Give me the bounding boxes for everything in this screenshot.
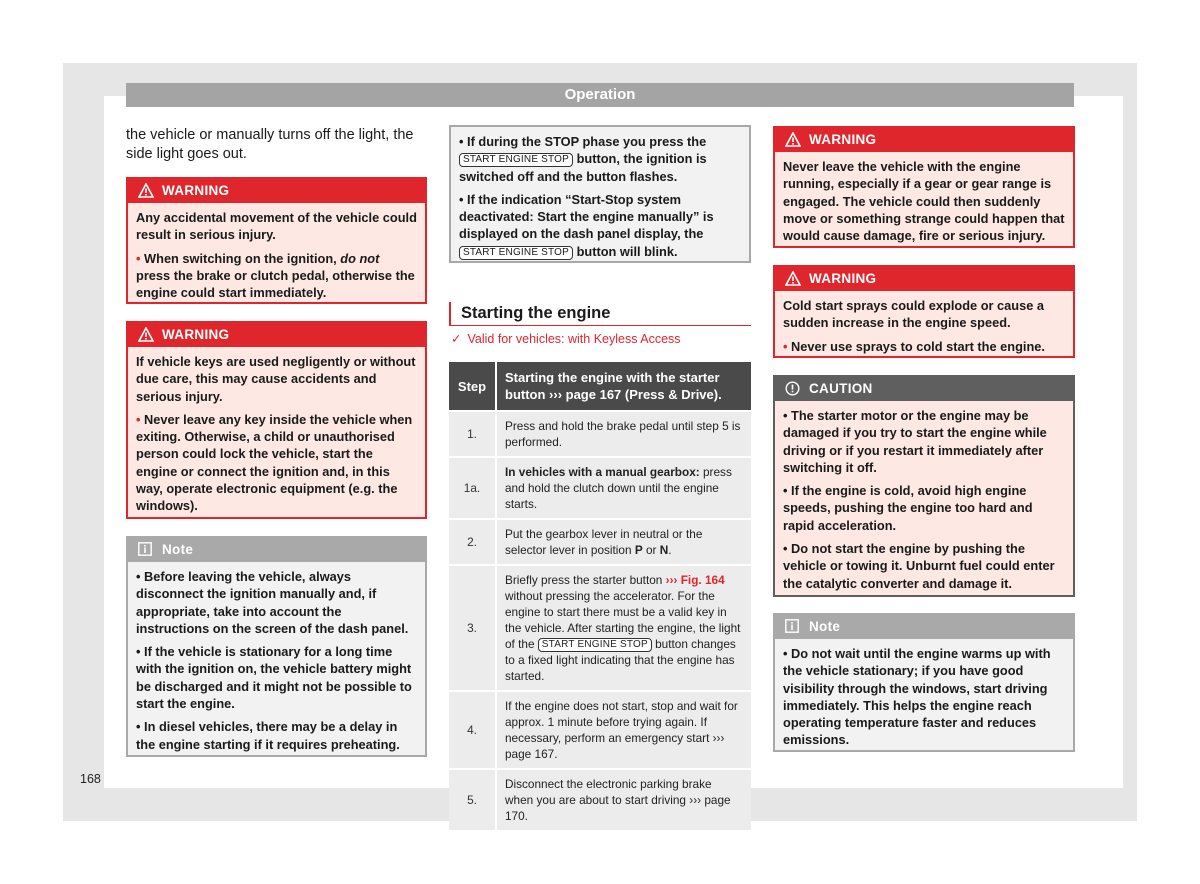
warning-triangle-icon bbox=[785, 132, 801, 148]
info-bullet: • If during the STOP phase you press the START ENGINE STOP button, the ignition is switched off and the button flashes. bbox=[459, 134, 707, 184]
page-number: 168 bbox=[80, 772, 101, 786]
table-row bbox=[449, 458, 751, 518]
intro-text: the vehicle or manually turns off the light, the side light goes out. bbox=[126, 127, 414, 162]
step-text: If the engine does not start, stop and wait for approx. 1 minute before trying again. If necessary, perform an emergency start ››› page 167. bbox=[495, 692, 751, 768]
note-header bbox=[775, 615, 1073, 639]
warning-label: WARNING bbox=[162, 183, 230, 198]
step-number: 4. bbox=[449, 692, 495, 768]
step-text: In vehicles with a manual gearbox: press and hold the clutch down until the engine starts. bbox=[495, 458, 751, 518]
warning-box-engine-running bbox=[773, 126, 1075, 248]
warning-box-cold-start-sprays bbox=[773, 265, 1075, 358]
checkmark-icon: ✓ bbox=[451, 332, 462, 346]
warning-box-vehicle-keys bbox=[126, 321, 427, 519]
note-box-right bbox=[773, 613, 1075, 752]
warning-label: WARNING bbox=[809, 132, 877, 147]
validity-line bbox=[451, 331, 681, 346]
warning-header bbox=[775, 128, 1073, 152]
figure-reference-link: Fig. 164 bbox=[680, 573, 725, 587]
info-icon bbox=[785, 619, 801, 635]
step-number: 5. bbox=[449, 770, 495, 830]
warning-triangle-icon bbox=[138, 183, 154, 199]
note-label: Note bbox=[162, 542, 194, 557]
warning-text: Never leave the vehicle with the engine running, especially if a gear or gear range is engaged. The vehicle could then suddenly move or something strange could happen that would cause damage, fire or serious injury. bbox=[783, 159, 1065, 244]
step-number: 1a. bbox=[449, 458, 495, 518]
start-engine-stop-key: START ENGINE STOP bbox=[459, 246, 573, 260]
note-bullet: • If the vehicle is stationary for a long time with the ignition on, the vehicle battery might be discharged and it might not be possible to start the engine. bbox=[136, 644, 412, 712]
caution-bullet: • Do not start the engine by pushing the vehicle or towing it. Unburnt fuel could enter the catalytic converter and damage it. bbox=[783, 541, 1055, 591]
warning-header bbox=[128, 179, 425, 203]
step-text: Press and hold the brake pedal until step 5 is performed. bbox=[495, 412, 751, 456]
caution-bullet: • If the engine is cold, avoid high engine speeds, pushing the engine too hard and rapid acceleration. bbox=[783, 483, 1033, 533]
note-box-left bbox=[126, 536, 427, 757]
warning-header bbox=[128, 323, 425, 347]
step-text: Disconnect the electronic parking brake when you are about to start driving ››› page 170. bbox=[495, 770, 751, 830]
warning-triangle-icon bbox=[785, 271, 801, 287]
step-text: Briefly press the starter button ››› Fig. 164 without pressing the accelerator. For the engine to start there must be a valid key in the vehicle. After starting the engine, the light of the START ENGINE STOP button changes to a fixed light indicating that the engine has started. bbox=[495, 566, 751, 690]
warning-label: WARNING bbox=[809, 271, 877, 286]
warning-text: Any accidental movement of the vehicle could result in serious injury. bbox=[136, 210, 417, 243]
warning-bullet: • Never leave any key inside the vehicle when exiting. Otherwise, a child or unauthorised person could lock the vehicle, start the engine or connect the ignition and, in this way, operate electronic equipment (e.g. the windows). bbox=[136, 411, 413, 514]
step-number: 3. bbox=[449, 566, 495, 690]
validity-text: Valid for vehicles: with Keyless Access bbox=[467, 332, 681, 346]
caution-box bbox=[773, 375, 1075, 597]
column-header-step: Step bbox=[449, 362, 495, 410]
page-header: Operation bbox=[126, 83, 1074, 107]
warning-box-accidental-movement bbox=[126, 177, 427, 304]
steps-table bbox=[449, 360, 751, 832]
step-number: 1. bbox=[449, 412, 495, 456]
table-row bbox=[449, 770, 751, 830]
start-stop-info-box bbox=[449, 125, 751, 263]
warning-bullet: • When switching on the ignition, do not press the brake or clutch pedal, otherwise the engine could start immediately. bbox=[136, 250, 415, 301]
caution-label: CAUTION bbox=[809, 381, 873, 396]
step-number: 2. bbox=[449, 520, 495, 564]
bullet-icon: • bbox=[783, 338, 788, 354]
note-bullet: • In diesel vehicles, there may be a delay in the engine starting if it requires preheating. bbox=[136, 719, 400, 752]
table-row bbox=[449, 692, 751, 768]
start-engine-stop-key: START ENGINE STOP bbox=[538, 638, 652, 652]
warning-triangle-icon bbox=[138, 327, 154, 343]
warning-label: WARNING bbox=[162, 327, 230, 342]
note-bullet: • Do not wait until the engine warms up with the vehicle stationary; if you have good visibility through the windows, start driving immediately. This helps the engine reach operating temperature faster and reduces emissions. bbox=[783, 646, 1051, 748]
warning-text: Cold start sprays could explode or cause a sudden increase in the engine speed. bbox=[783, 298, 1044, 331]
start-engine-stop-key: START ENGINE STOP bbox=[459, 153, 573, 167]
note-bullet: • Before leaving the vehicle, always disconnect the ignition manually and, if appropriate, take into account the instructions on the screen of the dash panel. bbox=[136, 569, 409, 636]
table-row bbox=[449, 412, 751, 456]
step-text: Put the gearbox lever in neutral or the selector lever in position P or N. bbox=[495, 520, 751, 564]
warning-header bbox=[775, 267, 1073, 291]
caution-bullet: • The starter motor or the engine may be damaged if you try to start the engine while driving or if you restart it immediately after switching it off. bbox=[783, 408, 1047, 475]
caution-header bbox=[775, 377, 1073, 401]
section-title: Starting the engine bbox=[449, 302, 751, 326]
note-header bbox=[128, 538, 425, 562]
table-row bbox=[449, 520, 751, 564]
table-row bbox=[449, 566, 751, 690]
warning-text: If vehicle keys are used negligently or without due care, this may cause accidents and serious injury. bbox=[136, 354, 416, 404]
note-label: Note bbox=[809, 619, 841, 634]
bullet-icon: • bbox=[136, 250, 141, 266]
bullet-icon: • bbox=[136, 411, 141, 427]
warning-bullet: • Never use sprays to cold start the engine. bbox=[783, 338, 1045, 354]
info-bullet: • If the indication “Start-Stop system deactivated: Start the engine manually” is displayed on the dash panel display, the START ENGINE STOP button will blink. bbox=[459, 191, 714, 259]
table-header-row bbox=[449, 362, 751, 410]
info-icon bbox=[138, 542, 154, 558]
exclamation-circle-icon bbox=[785, 381, 801, 397]
column-header-description: Starting the engine with the starter button ››› page 167 (Press & Drive). bbox=[495, 362, 751, 410]
